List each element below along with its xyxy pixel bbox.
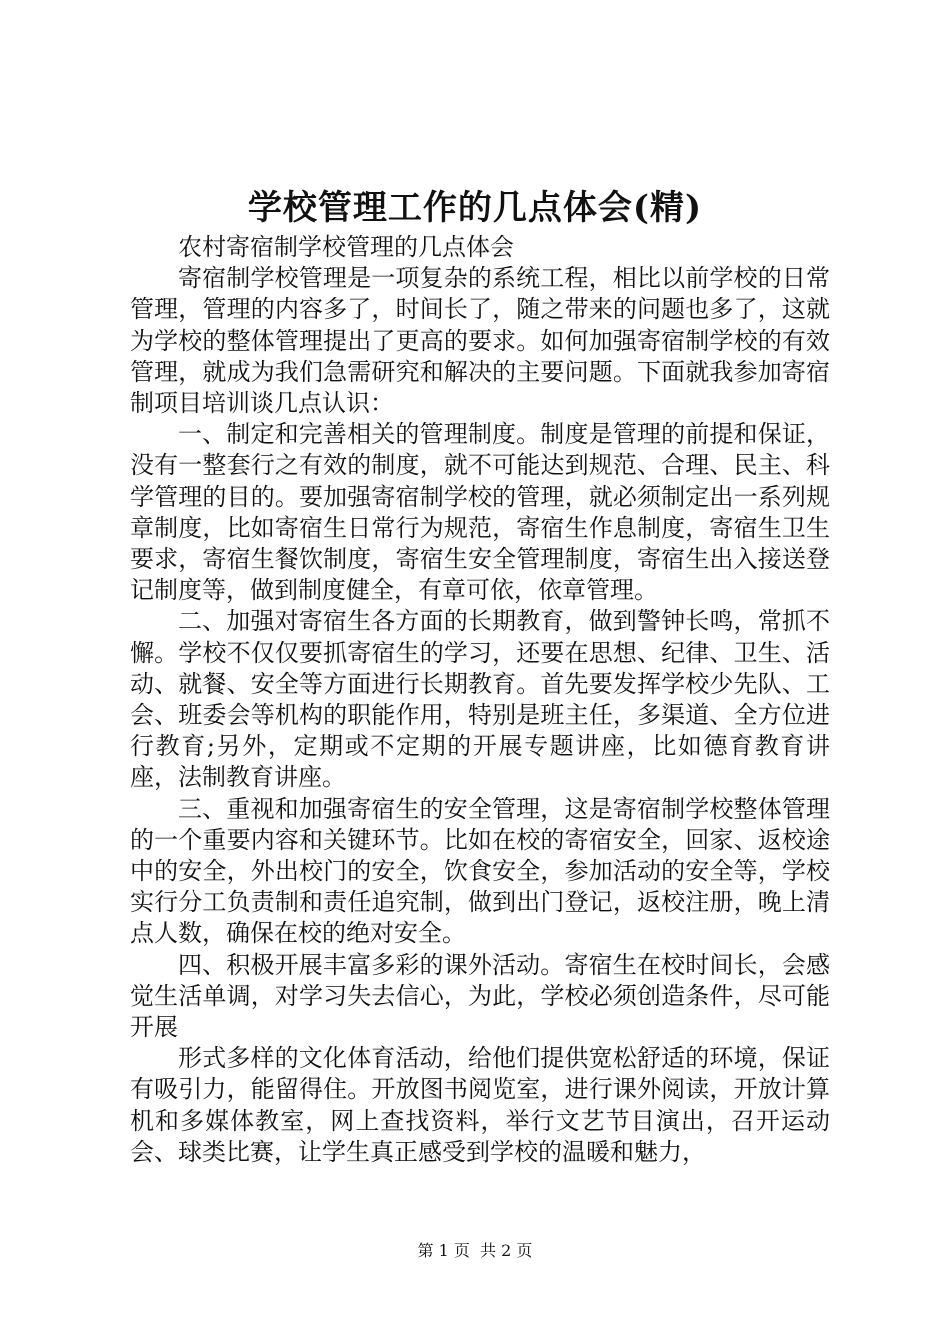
paragraph-point-3: 三、重视和加强寄宿生的安全管理，这是寄宿制学校整体管理的一个重要内容和关键环节。比如在校的寄宿安全，回家、返校途中的安全，外出校门的安全，饮食安全，参加活动的安全等，学校实行分工负责制和责任追究制，做到出门登记，返校注册，晚上清点人数，确保在校的绝对安全。 [130, 794, 830, 948]
paragraph-intro: 寄宿制学校管理是一项复杂的系统工程，相比以前学校的日常管理，管理的内容多了，时间长了，随之带来的问题也多了，这就为学校的整体管理提出了更高的要求。如何加强寄宿制学校的有效管理，就成为我们急需研究和解决的主要问题。下面就我参加寄宿制项目培训谈几点认识： [130, 264, 830, 418]
page-number: 第 1 页 共 2 页 [417, 1241, 533, 1260]
paragraph-point-4: 四、积极开展丰富多彩的课外活动。寄宿生在校时间长，会感觉生活单调，对学习失去信心，为此，学校必须创造条件，尽可能开展 [130, 950, 830, 1042]
paragraph-point-2: 二、加强对寄宿生各方面的长期教育，做到警钟长鸣，常抓不懈。学校不仅仅要抓寄宿生的学习，还要在思想、纪律、卫生、活动、就餐、安全等方面进行长期教育。首先要发挥学校少先队、工会、班委会等机构的职能作用，特别是班主任，多渠道、全方位进行教育;另外，定期或不定期的开展专题讲座，比如德育教育讲座，法制教育讲座。 [130, 607, 830, 792]
document-body [130, 232, 830, 1168]
paragraph-point-1: 一、制定和完善相关的管理制度。制度是管理的前提和保证，没有一整套行之有效的制度，就不可能达到规范、合理、民主、科学管理的目的。要加强寄宿制学校的管理，就必须制定出一系列规章制度，比如寄宿生日常行为规范，寄宿生作息制度，寄宿生卫生要求，寄宿生餐饮制度，寄宿生安全管理制度，寄宿生出入接送登记制度等，做到制度健全，有章可依，依章管理。 [130, 420, 830, 605]
paragraph-continuation: 形式多样的文化体育活动，给他们提供宽松舒适的环境，保证有吸引力，能留得住。开放图书阅览室，进行课外阅读，开放计算机和多媒体教室，网上查找资料，举行文艺节目演出，召开运动会、球类比赛，让学生真正感受到学校的温暖和魅力， [130, 1044, 830, 1166]
page-footer [0, 1241, 950, 1261]
document-title: 学校管理工作的几点体会(精) [247, 188, 703, 228]
paragraph-subtitle: 农村寄宿制学校管理的几点体会 [178, 233, 514, 261]
